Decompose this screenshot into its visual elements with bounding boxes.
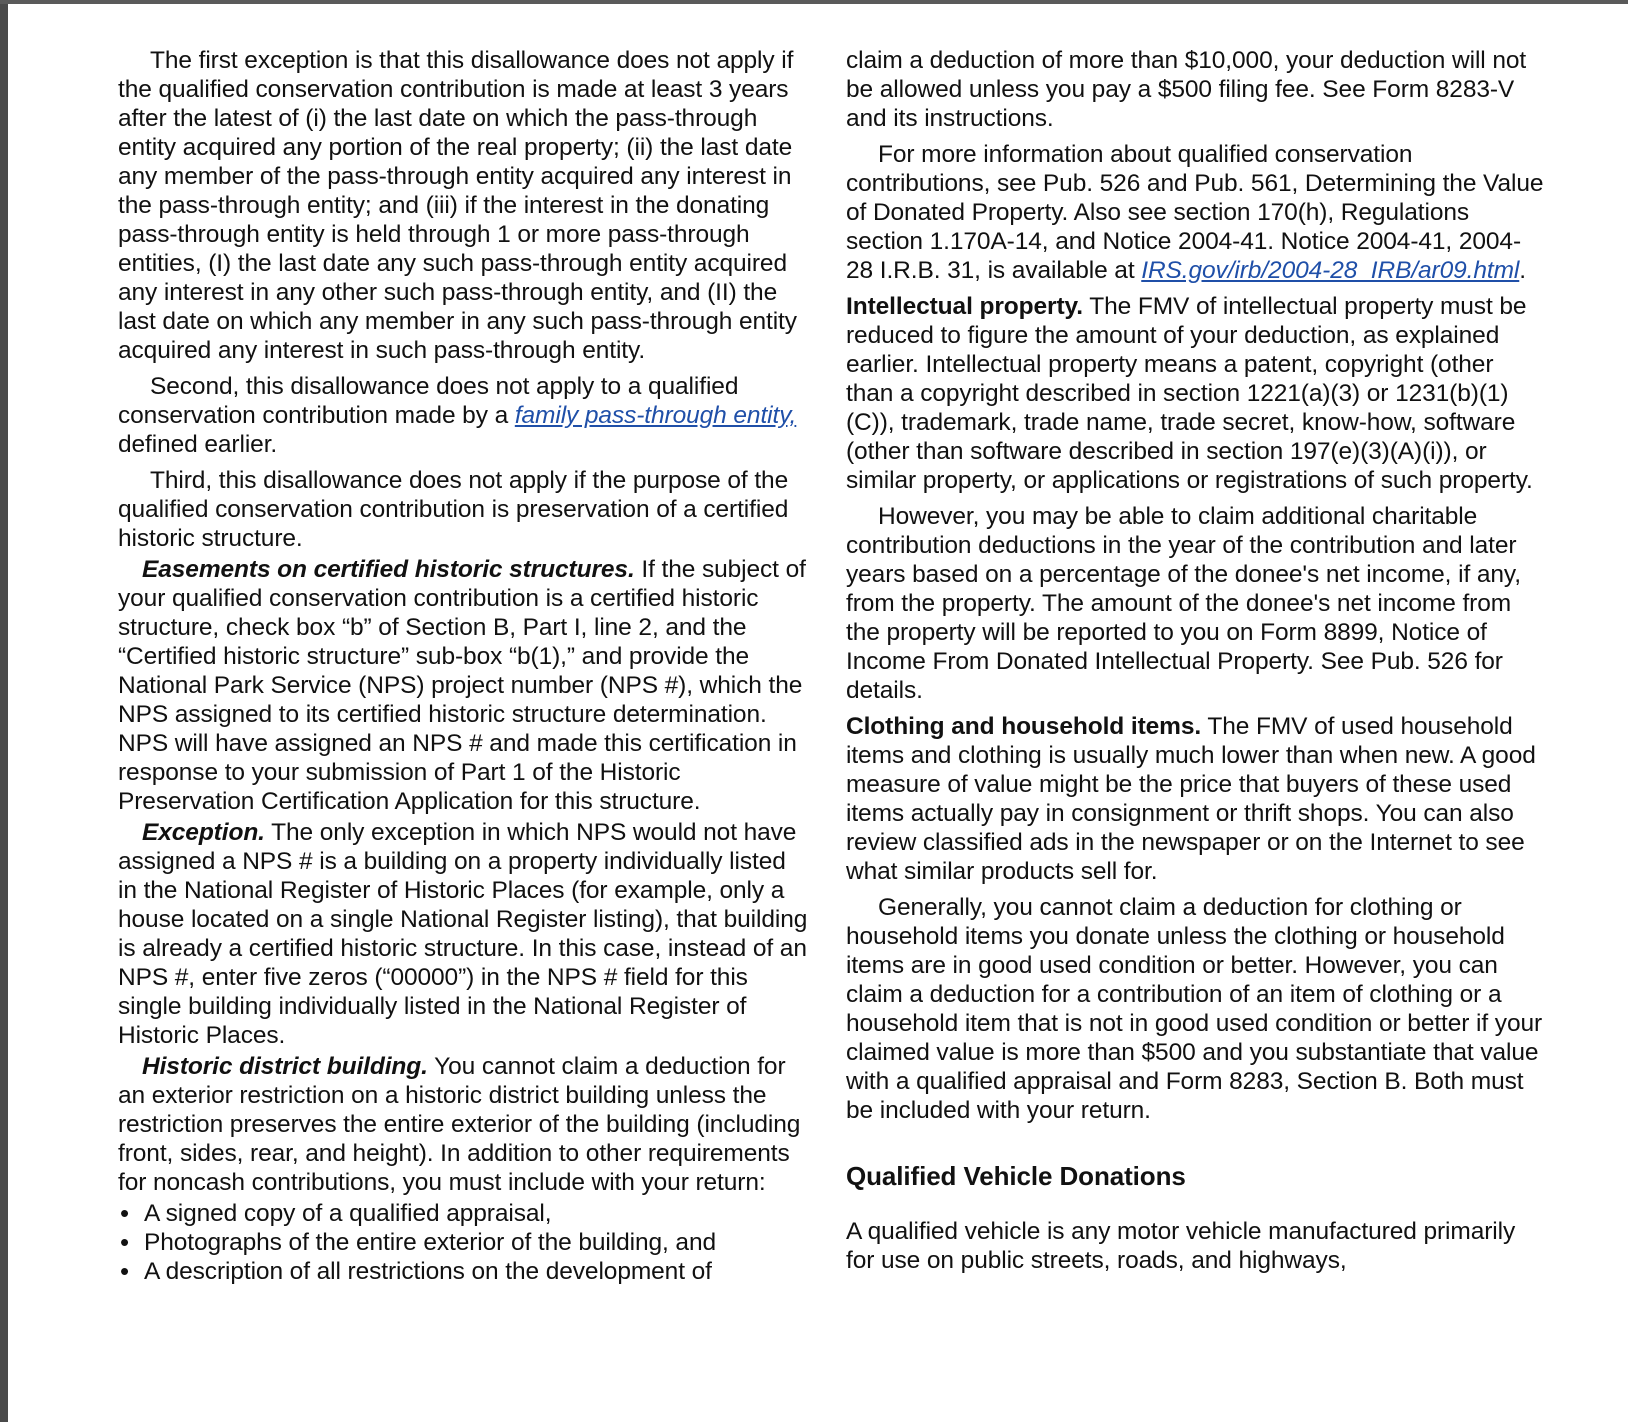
intellectual-property-heading: Intellectual property. <box>846 293 1083 320</box>
paragraph-text: For more information about qualified conservation contributions, see Pub. 526 and Pub. 561, Determining the Value of Donated Property. Also see section 170(h), Regulations section 1.170A-14, and Notice 2004-41. Notice 2004-41, 2004-28 I.R.B. 31, is available at <box>846 141 1544 284</box>
paragraph-third-exception: Third, this disallowance does not apply if the purpose of the qualified conservation contribution is preservation of a certified historic structure. <box>118 467 789 552</box>
paragraph-text: Second, this disallowance does not apply to a qualified conservation contribution made by a <box>118 373 739 429</box>
historic-district-heading: Historic district building. <box>142 1053 428 1080</box>
paragraph-more-information <box>846 140 1546 285</box>
historic-district-body: You cannot claim a deduction for an exterior restriction on a historic district building unless the restriction preserves the entire exterior of the building (including front, sides, rear, and height). In addition to other requirements for noncash contributions, you must include with your return: <box>118 1053 801 1196</box>
paragraph-first-exception: The first exception is that this disallowance does not apply if the qualified conservation contribution is made at least 3 years after the latest of (i) the last date on which the pass-through entity acquired any portion of the real property; (ii) the last date any member of the pass-through entity acquired any interest in the pass-through entity; and (iii) if the interest in the donating pass-through entity is held through 1 or more pass-through entities, (I) the last date any such pass-through entity acquired any interest in any other such pass-through entity, and (II) the last date on which any member in any such pass-through entity acquired any interest in such pass-through entity. <box>118 47 797 364</box>
paragraph-additional-deductions: However, you may be able to claim additional charitable contribution deductions in the year of the contribution and later years based on a percentage of the donee's net income, if any, from the property. The amount of the donee's net income from the property will be reported to you on Form 8899, Notice of Income From Donated Intellectual Property. See Pub. 526 for details. <box>846 503 1521 704</box>
paragraph-text: . <box>1519 257 1526 284</box>
document-page <box>8 4 1628 1422</box>
paragraph-filing-fee: claim a deduction of more than $10,000, your deduction will not be allowed unless you pay a $500 filing fee. See Form 8283-V and its instructions. <box>846 47 1527 132</box>
clothing-body: The FMV of used household items and clothing is usually much lower than when new. A good measure of value might be the price that buyers of these used items actually pay in consignment or thrift shops. You can also review classified ads in the newspaper or on the Internet to see what similar products sell for. <box>846 713 1536 885</box>
family-pass-through-entity-link[interactable]: family pass-through entity, <box>514 402 797 429</box>
list-item: • Photographs of the entire exterior of the building, and <box>118 1228 808 1257</box>
exception-body: The only exception in which NPS would not have assigned a NPS # is a building on a property individually listed in the National Register of Historic Places (for example, only a house located on a single National Register listing), that building is already a certified historic structure. In this case, instead of an NPS #, enter five zeros (“00000”) in the NPS # field for this single building individually listed in the National Register of Historic Places. <box>118 819 808 1049</box>
paragraph-historic-district <box>118 1052 808 1197</box>
left-column <box>118 46 808 1286</box>
paragraph-second-exception <box>118 372 808 459</box>
paragraph-intellectual-property <box>846 292 1546 495</box>
easements-body: If the subject of your qualified conservation contribution is a certified historic structure, check box “b” of Section B, Part I, line 2, and the “Certified historic structure” sub-box “b(1),” and provide the National Park Service (NPS) project number (NPS #), which the NPS assigned to its certified historic structure determination. NPS will have assigned an NPS # and made this certification in response to your submission of Part 1 of the Historic Preservation Certification Application for this structure. <box>118 556 806 815</box>
paragraph-clothing <box>846 712 1546 886</box>
right-column <box>846 46 1546 1282</box>
paragraph-good-condition: Generally, you cannot claim a deduction for clothing or household items you donate unless the clothing or household items are in good used condition or better. However, you can claim a deduction for a contribution of an item of clothing or a household item that is not in good used condition or better if your claimed value is more than $500 and you substantiate that value with a qualified appraisal and Form 8283, Section B. Both must be included with your return. <box>846 894 1543 1124</box>
paragraph-text: defined earlier. <box>118 431 278 458</box>
section-heading-qualified-vehicle-donations: Qualified Vehicle Donations <box>846 1161 1186 1191</box>
irs-notice-link[interactable]: IRS.gov/irb/2004-28_IRB/ar09.html <box>1141 257 1520 284</box>
list-item: • A description of all restrictions on the development of <box>118 1257 808 1286</box>
exception-heading: Exception. <box>142 819 265 846</box>
clothing-heading: Clothing and household items. <box>846 713 1202 740</box>
list-item: • A signed copy of a qualified appraisal, <box>118 1199 808 1228</box>
requirements-list <box>118 1199 808 1286</box>
easements-heading: Easements on certified historic structures. <box>142 556 635 583</box>
paragraph-easements <box>118 555 808 816</box>
paragraph-qualified-vehicle: A qualified vehicle is any motor vehicle manufactured primarily for use on public streets, roads, and highways, <box>846 1218 1516 1274</box>
paragraph-exception <box>118 818 808 1050</box>
intellectual-property-body: The FMV of intellectual property must be reduced to figure the amount of your deduction, as explained earlier. Intellectual property means a patent, copyright (other than a copyright described in section 1221(a)(3) or 1231(b)(1)(C)), trademark, trade name, trade secret, know-how, software (other than software described in section 197(e)(3)(A)(i)), or similar property, or applications or registrations of such property. <box>846 293 1533 494</box>
